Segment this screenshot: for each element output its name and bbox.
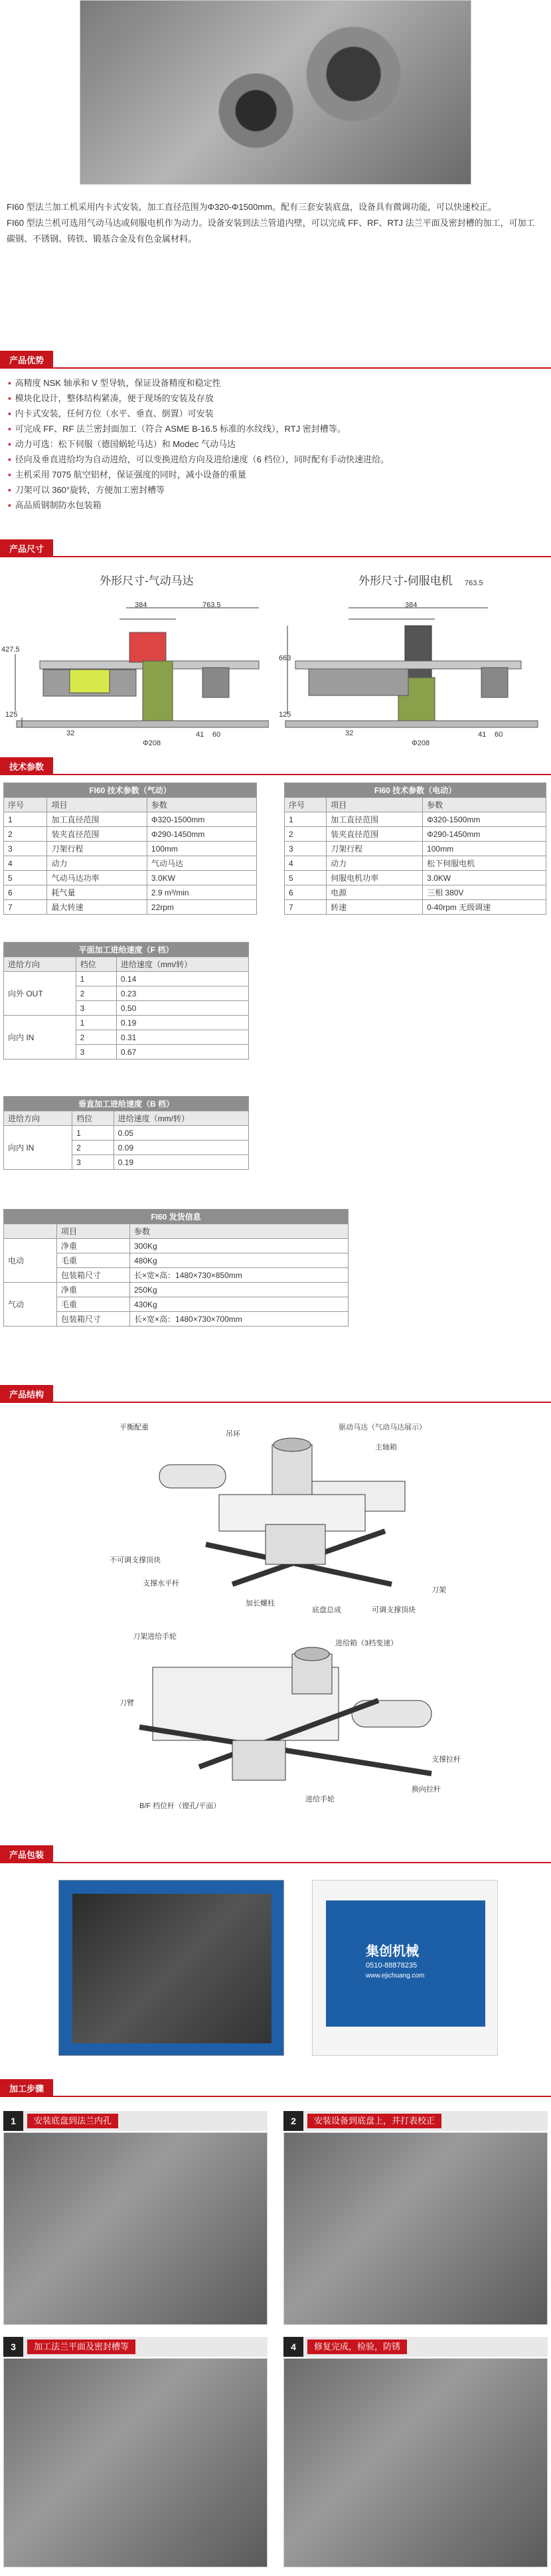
table-row — [4, 827, 257, 842]
table-cell: 0.23 — [116, 986, 248, 1001]
step-bar-3 — [3, 2337, 268, 2357]
section-advantages: 产品优势 — [0, 351, 53, 369]
intro-paragraph-1: FI60 型法兰加工机采用内卡式安装，加工直径范围为Φ320-Φ1500mm。配有三套安装底盘，设备具有微调功能，可以快速校正。 — [7, 202, 497, 212]
step-number: 2 — [283, 2111, 303, 2131]
feature-list — [8, 375, 539, 513]
table-row — [285, 856, 546, 871]
table-cell: 包装箱尺寸 — [57, 1268, 130, 1283]
dim-label: Φ208 — [412, 739, 430, 747]
table-header: 档位 — [72, 1111, 114, 1126]
step-label: 安装设备到底盘上，并打表校正 — [307, 2114, 441, 2128]
table-row — [4, 1126, 249, 1141]
table-cell: 净重 — [57, 1239, 130, 1253]
feature-item: ▪ 动力可选：松下伺服（德国蜗轮马达）和 Modec 气动马达 — [8, 436, 539, 452]
table-cell: 向外 OUT — [4, 972, 76, 1016]
table-cell: Φ290-1450mm — [423, 827, 546, 842]
table-header: 序号 — [4, 798, 47, 812]
section-packing: 产品包装 — [0, 1845, 53, 1863]
dim-label: 427.5 — [1, 646, 20, 654]
table-cell: 三相 380V — [423, 885, 546, 900]
dim-label: 60 — [495, 731, 503, 739]
section-divider — [0, 2096, 551, 2097]
table-header: 进给速度（mm/转） — [114, 1111, 248, 1126]
structure-label: 加长螺柱 — [246, 1600, 275, 1608]
table-cell: 300Kg — [130, 1239, 349, 1253]
table-cell: 3 — [76, 1045, 116, 1059]
structure-label: 底盘总成 — [312, 1606, 341, 1614]
structure-label: 进给手轮 — [305, 1795, 335, 1803]
diagram-servo-motor — [282, 585, 548, 751]
dim-label: 663 — [279, 654, 291, 662]
intro-text — [7, 199, 541, 247]
table-row — [4, 1239, 349, 1253]
table-cell: 1 — [72, 1126, 114, 1141]
table-caption: 平面加工进给速度（F 档） — [4, 943, 249, 957]
table-cell: 7 — [4, 900, 47, 915]
table-cell: 480Kg — [130, 1253, 349, 1268]
table-cell: 3 — [285, 842, 327, 856]
structure-label: 吊环 — [226, 1430, 240, 1438]
structure-label: 平衡配重 — [119, 1424, 149, 1431]
table-header: 进给速度（mm/转） — [116, 957, 248, 972]
dim-label: 763.5 — [465, 579, 483, 587]
table-cell: 动力 — [327, 856, 423, 871]
table-face-feed — [3, 942, 249, 1059]
table-header: 进给方向 — [4, 1111, 72, 1126]
dim-label: 32 — [66, 729, 75, 737]
table-cell: 430Kg — [130, 1297, 349, 1312]
structure-label: 支撑拉杆 — [432, 1756, 461, 1764]
table-cell: Φ320-1500mm — [147, 812, 256, 827]
table-cell: 加工直径范围 — [327, 812, 423, 827]
table-cell: 向内 IN — [4, 1126, 72, 1170]
section-dimensions: 产品尺寸 — [0, 539, 53, 557]
table-header: 项目 — [47, 798, 147, 812]
diagram-air-motor — [3, 591, 269, 751]
table-cell: 装夹直径范围 — [47, 827, 147, 842]
dim-label: 60 — [212, 731, 221, 739]
section-structure: 产品结构 — [0, 1385, 53, 1403]
table-cell: 气动 — [4, 1283, 57, 1327]
section-params: 技术参数 — [0, 757, 53, 775]
table-cell: 最大转速 — [47, 900, 147, 915]
step-label: 安装底盘到法兰内孔 — [27, 2114, 118, 2128]
table-row — [4, 1016, 249, 1030]
step-label: 修复完成，检验，防锈 — [307, 2340, 407, 2354]
structure-label: 进给箱（3档变速） — [335, 1639, 398, 1647]
table-cell: 3 — [4, 842, 47, 856]
table-cell: 3 — [72, 1155, 114, 1170]
table-cell: 4 — [285, 856, 327, 871]
table-row — [4, 812, 257, 827]
table-row — [4, 842, 257, 856]
table-cell: 毛重 — [57, 1297, 130, 1312]
table-cell: 2 — [4, 827, 47, 842]
table-row — [4, 972, 249, 986]
table-cell: 5 — [285, 871, 327, 885]
table-cell: 包装箱尺寸 — [57, 1312, 130, 1327]
box-phone: 0510-88878235 — [366, 1962, 418, 1970]
table-cell: 0.14 — [116, 972, 248, 986]
table-cell: 净重 — [57, 1283, 130, 1297]
step-photo-3 — [3, 2358, 268, 2567]
table-cell: 气动马达 — [147, 856, 256, 871]
table-row — [285, 812, 546, 827]
table-caption: FI60 技术参数（电动） — [285, 783, 546, 798]
table-cell: 3.0KW — [423, 871, 546, 885]
diagram-left-title: 外形尺寸-气动马达 — [100, 575, 194, 587]
table-cell: 伺服电机功率 — [327, 871, 423, 885]
dim-label: 41 — [196, 731, 204, 739]
dim-label: 384 — [135, 601, 147, 609]
section-divider — [0, 1402, 551, 1403]
table-cell: 6 — [285, 885, 327, 900]
table-cell: 2 — [72, 1141, 114, 1155]
feature-item: ▪ 可完成 FF、RF 法兰密封面加工（符合 ASME B-16.5 标准的水纹线），RTJ 密封槽等。 — [8, 421, 539, 436]
feature-item: ▪ 内卡式安装，任何方位（水平、垂直、倒置）可安装 — [8, 406, 539, 421]
step-bar-4 — [283, 2337, 548, 2357]
feature-item: ▪ 主机采用 7075 航空铝材，保证强度的同时，减小设备的重量 — [8, 467, 539, 482]
table-cell: 长×宽×高：1480×730×850mm — [130, 1268, 349, 1283]
table-cell: 0.05 — [114, 1126, 248, 1141]
table-cell: 3.0KW — [147, 871, 256, 885]
table-vertical-feed — [3, 1096, 249, 1170]
table-cell: 4 — [4, 856, 47, 871]
dim-label: 125 — [279, 711, 291, 719]
structure-label: 刀架进给手轮 — [133, 1633, 177, 1641]
table-row — [285, 842, 546, 856]
table-header: 参数 — [130, 1224, 349, 1239]
table-cell: 1 — [4, 812, 47, 827]
table-cell: 0.09 — [114, 1141, 248, 1155]
table-caption: FI60 发货信息 — [4, 1210, 349, 1224]
table-cell: 0.67 — [116, 1045, 248, 1059]
table-cell: 动力 — [47, 856, 147, 871]
table-cell: 加工直径范围 — [47, 812, 147, 827]
table-cell: 0.50 — [116, 1001, 248, 1016]
feature-item: ▪ 高精度 NSK 轴承和 V 型导轨，保证设备精度和稳定性 — [8, 375, 539, 391]
table-cell: 气动马达功率 — [47, 871, 147, 885]
table-cell: 刀架行程 — [327, 842, 423, 856]
dim-label: 41 — [478, 731, 487, 739]
table-row — [4, 885, 257, 900]
table-cell: 长×宽×高：1480×730×700mm — [130, 1312, 349, 1327]
hero-photo — [80, 0, 471, 185]
table-cell: Φ320-1500mm — [423, 812, 546, 827]
packing-box — [326, 1900, 485, 2027]
section-divider — [0, 556, 551, 557]
table-cell: 2 — [285, 827, 327, 842]
table-row — [4, 856, 257, 871]
table-cell: 100mm — [423, 842, 546, 856]
table-header: 项目 — [57, 1224, 130, 1239]
table-cell: 刀架行程 — [47, 842, 147, 856]
step-number: 4 — [283, 2337, 303, 2357]
dim-label: 125 — [5, 711, 18, 719]
table-cell: 1 — [285, 812, 327, 827]
table-cell: 装夹直径范围 — [327, 827, 423, 842]
table-cell: 7 — [285, 900, 327, 915]
dim-label: 763.5 — [202, 601, 221, 609]
table-header: 进给方向 — [4, 957, 76, 972]
structure-label: 支撑水平杆 — [143, 1580, 179, 1588]
table-cell: 0.31 — [116, 1030, 248, 1045]
table-cell: 250Kg — [130, 1283, 349, 1297]
packing-photo-closed — [312, 1880, 498, 2056]
structure-label: 可调支撑顶块 — [372, 1606, 416, 1614]
table-cell: 电动 — [4, 1239, 57, 1283]
table-caption: FI60 技术参数（气动） — [4, 783, 257, 798]
table-cell: 2 — [76, 986, 116, 1001]
structure-label: 不可调支撑顶块 — [110, 1556, 161, 1564]
table-cell: 0-40rpm 无级调速 — [423, 900, 546, 915]
feature-item: ▪ 高品质钢制防水包装箱 — [8, 498, 539, 513]
table-cell: 1 — [76, 1016, 116, 1030]
step-number: 1 — [3, 2111, 23, 2131]
table-cell: 6 — [4, 885, 47, 900]
table-row — [285, 885, 546, 900]
table-header: 序号 — [285, 798, 327, 812]
table-electric-params — [284, 782, 546, 915]
table-cell: 0.19 — [114, 1155, 248, 1170]
table-cell: 向内 IN — [4, 1016, 76, 1059]
table-cell: 100mm — [147, 842, 256, 856]
table-cell: 电源 — [327, 885, 423, 900]
table-header: 档位 — [76, 957, 116, 972]
table-air-params — [3, 782, 257, 915]
table-header — [4, 1224, 57, 1239]
section-steps: 加工步骤 — [0, 2079, 53, 2097]
table-cell: 2.9 m³/min — [147, 885, 256, 900]
step-photo-4 — [283, 2358, 548, 2567]
table-cell: Φ290-1450mm — [147, 827, 256, 842]
box-website: www.ejichuang.com — [366, 1972, 425, 1979]
structure-label: B/F 档位杆（镗孔/平面） — [139, 1802, 221, 1810]
table-row — [4, 871, 257, 885]
table-row — [4, 900, 257, 915]
packing-photo-open — [58, 1880, 284, 2056]
structure-label: 换向拉杆 — [412, 1786, 441, 1794]
table-cell: 22rpm — [147, 900, 256, 915]
table-shipping — [3, 1209, 349, 1327]
table-row — [285, 827, 546, 842]
table-header: 项目 — [327, 798, 423, 812]
table-header: 参数 — [423, 798, 546, 812]
section-divider — [0, 774, 551, 775]
step-photo-2 — [283, 2132, 548, 2325]
table-cell: 2 — [76, 1030, 116, 1045]
structure-diagram-bottom — [100, 1627, 471, 1807]
dim-label: 384 — [405, 601, 418, 609]
step-number: 3 — [3, 2337, 23, 2357]
table-cell: 松下伺服电机 — [423, 856, 546, 871]
structure-label: 驱动马达（气动马达展示） — [339, 1424, 426, 1431]
step-photo-1 — [3, 2132, 268, 2325]
structure-label: 刀臂 — [119, 1699, 134, 1707]
feature-item: ▪ 刀架可以 360°旋转，方便加工密封槽等 — [8, 482, 539, 498]
structure-label: 主轴箱 — [375, 1443, 397, 1451]
step-label: 加工法兰平面及密封槽等 — [27, 2340, 135, 2354]
table-cell: 毛重 — [57, 1253, 130, 1268]
table-cell: 转速 — [327, 900, 423, 915]
table-cell: 5 — [4, 871, 47, 885]
table-cell: 3 — [76, 1001, 116, 1016]
section-divider — [0, 367, 551, 369]
feature-item: ▪ 径向及垂直进给均为自动进给，可以变换进给方向及进给速度（6 档位），同时配有手动快速进给。 — [8, 452, 539, 467]
dim-label: 32 — [345, 729, 354, 737]
table-cell: 1 — [76, 972, 116, 986]
table-caption: 垂直加工进给速度（B 档） — [4, 1097, 249, 1111]
step-bar-2 — [283, 2111, 548, 2131]
table-cell: 0.19 — [116, 1016, 248, 1030]
table-row — [285, 900, 546, 915]
table-row — [4, 1283, 349, 1297]
table-row — [285, 871, 546, 885]
step-bar-1 — [3, 2111, 268, 2131]
box-brand: 集创机械 — [366, 1944, 419, 1959]
dim-label: Φ208 — [143, 739, 161, 747]
packed-machine — [72, 1894, 272, 2043]
table-header: 参数 — [147, 798, 256, 812]
diagram-right-title: 外形尺寸-伺服电机 — [358, 575, 453, 587]
section-divider — [0, 1862, 551, 1863]
table-cell: 耗气量 — [47, 885, 147, 900]
structure-label: 刀架 — [432, 1586, 446, 1594]
intro-paragraph-2: FI60 型法兰机可选用气动马达或伺服电机作为动力。设备安装到法兰管道内壁，可以完成 FF、RF、RTJ 法兰平面及密封槽的加工，可加工碳钢、不锈钢、铸铁、锻基合金及有色金属材料。 — [7, 218, 535, 244]
feature-item: ▪ 模块化设计，整体结构紧凑，便于现场的安装及存放 — [8, 391, 539, 406]
